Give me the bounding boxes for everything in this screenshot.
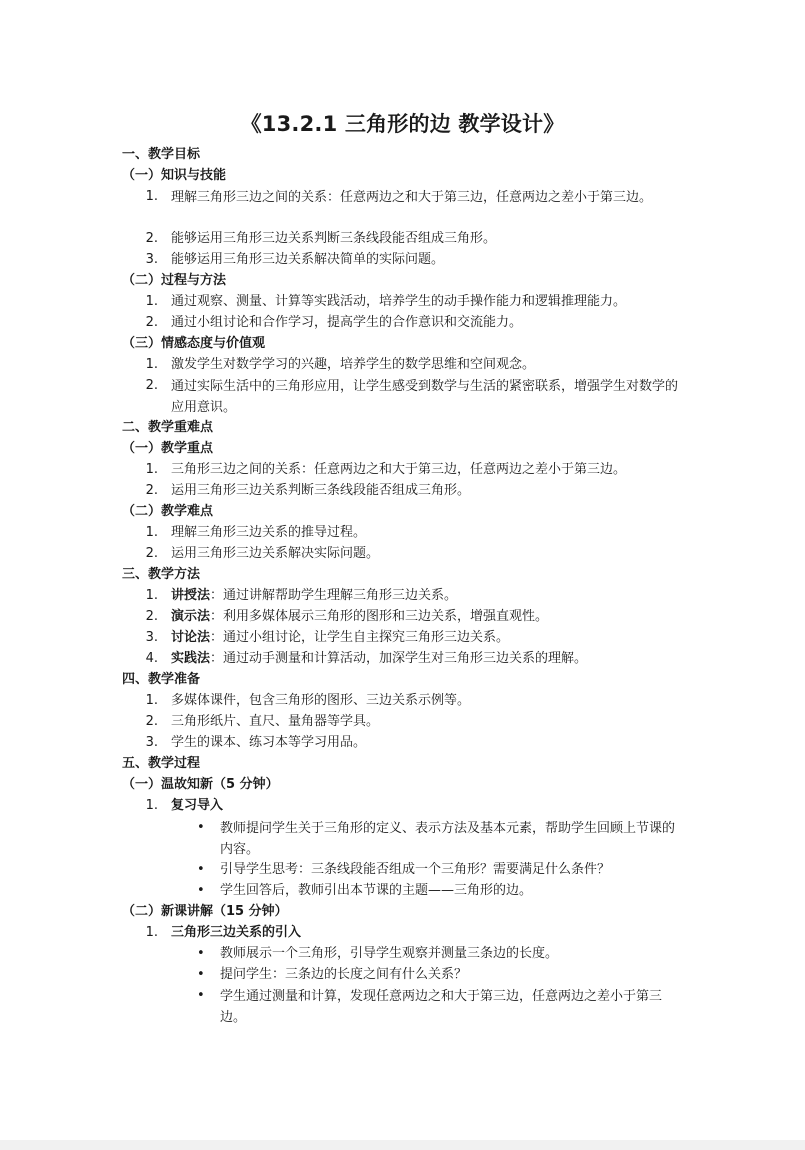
method-name: 讲授法 [171,588,211,603]
bullet-item: 引导学生思考：三条线段能否组成一个三角形？需要满足什么条件？ [220,862,611,877]
bullet-item: 教师展示一个三角形，引导学生观察并测量三条边的长度。 [220,946,559,961]
list-item: 三角形纸片、直尺、量角器等学具。 [171,714,380,729]
bullet-item: 教师提问学生关于三角形的定义、表示方法及基本元素，帮助学生回顾上节课的内容。 [220,821,676,857]
list-number: 1. [145,525,158,540]
subsection-heading-difficulty: （二）教学难点 [122,504,214,519]
list-item: 理解三角形三边关系的推导过程。 [171,525,367,540]
list-item: 能够运用三角形三边关系解决简单的实际问题。 [171,252,445,267]
method-name: 讨论法 [171,630,211,645]
list-item: 通过观察、测量、计算等实践活动，培养学生的动手操作能力和逻辑推理能力。 [171,294,627,309]
section-heading-preparation: 四、教学准备 [122,672,201,687]
sub-topic-heading: 复习导入 [171,798,224,813]
bullet-item: 提问学生：三条边的长度之间有什么关系？ [220,967,468,982]
list-number: 1. [145,798,158,813]
page-bottom-edge [0,1140,805,1150]
list-number: 2. [145,483,158,498]
list-number: 2. [145,714,158,729]
method-name: 实践法 [171,651,211,666]
list-number: 1. [145,189,158,204]
method-description: ：通过小组讨论，让学生自主探究三角形三边关系。 [210,630,510,645]
subsection-heading-new-lesson: （二）新课讲解（15 分钟） [122,904,288,919]
page-title: 《13.2.1 三角形的边 教学设计》 [240,112,565,136]
list-item [171,588,457,604]
list-number: 1. [145,588,158,603]
subsection-heading-process: （二）过程与方法 [122,273,227,288]
bullet-marker: • [197,883,205,898]
list-number: 2. [145,378,158,393]
bullet-marker: • [197,988,205,1003]
section-heading-objectives: 一、教学目标 [122,147,201,162]
list-item: 三角形三边之间的关系：任意两边之和大于第三边，任意两边之差小于第三边。 [171,462,627,477]
subsection-heading-attitude: （三）情感态度与价值观 [122,336,266,351]
list-number: 1. [145,294,158,309]
list-item: 学生的课本、练习本等学习用品。 [171,735,367,750]
list-number: 2. [145,231,158,246]
method-description: ：通过讲解帮助学生理解三角形三边关系。 [210,588,458,603]
list-number: 3. [145,252,158,267]
list-number: 4. [145,651,158,666]
list-item: 多媒体课件，包含三角形的图形、三边关系示例等。 [171,693,471,708]
list-number: 1. [145,925,158,940]
section-heading-key-points: 二、教学重难点 [122,420,214,435]
method-description: ：通过动手测量和计算活动，加深学生对三角形三边关系的理解。 [210,651,588,666]
list-number: 3. [145,735,158,750]
bullet-item: 学生通过测量和计算，发现任意两边之和大于第三边，任意两边之差小于第三边。 [220,989,663,1025]
list-item: 运用三角形三边关系解决实际问题。 [171,546,380,561]
subsection-heading-review: （一）温故知新（5 分钟） [122,777,279,792]
list-number: 1. [145,462,158,477]
bullet-marker: • [197,862,205,877]
section-heading-process: 五、教学过程 [122,756,201,771]
subsection-heading-knowledge: （一）知识与技能 [122,168,227,183]
list-item: 能够运用三角形三边关系判断三条线段能否组成三角形。 [171,231,497,246]
bullet-item: 学生回答后，教师引出本节课的主题——三角形的边。 [220,883,533,898]
list-number: 2. [145,546,158,561]
section-heading-methods: 三、教学方法 [122,567,201,582]
list-item: 通过实际生活中的三角形应用，让学生感受到数学与生活的紧密联系，增强学生对数学的应用意识。 [171,379,679,415]
list-number: 1. [145,357,158,372]
list-number: 1. [145,693,158,708]
list-item [171,630,509,646]
list-item: 激发学生对数学学习的兴趣，培养学生的数学思维和空间观念。 [171,357,536,372]
method-description: ：利用多媒体展示三角形的图形和三边关系，增强直观性。 [210,609,549,624]
list-item [171,651,587,667]
list-item: 运用三角形三边关系判断三条线段能否组成三角形。 [171,483,471,498]
bullet-marker: • [197,946,205,961]
subsection-heading-focus: （一）教学重点 [122,441,214,456]
sub-topic-heading: 三角形三边关系的引入 [171,925,302,940]
list-item [171,609,548,625]
list-number: 2. [145,315,158,330]
bullet-marker: • [197,820,205,835]
method-name: 演示法 [171,609,211,624]
list-number: 3. [145,630,158,645]
list-item: 通过小组讨论和合作学习，提高学生的合作意识和交流能力。 [171,315,523,330]
list-number: 2. [145,609,158,624]
bullet-marker: • [197,967,205,982]
list-item: 理解三角形三边之间的关系：任意两边之和大于第三边，任意两边之差小于第三边。 [171,190,653,205]
